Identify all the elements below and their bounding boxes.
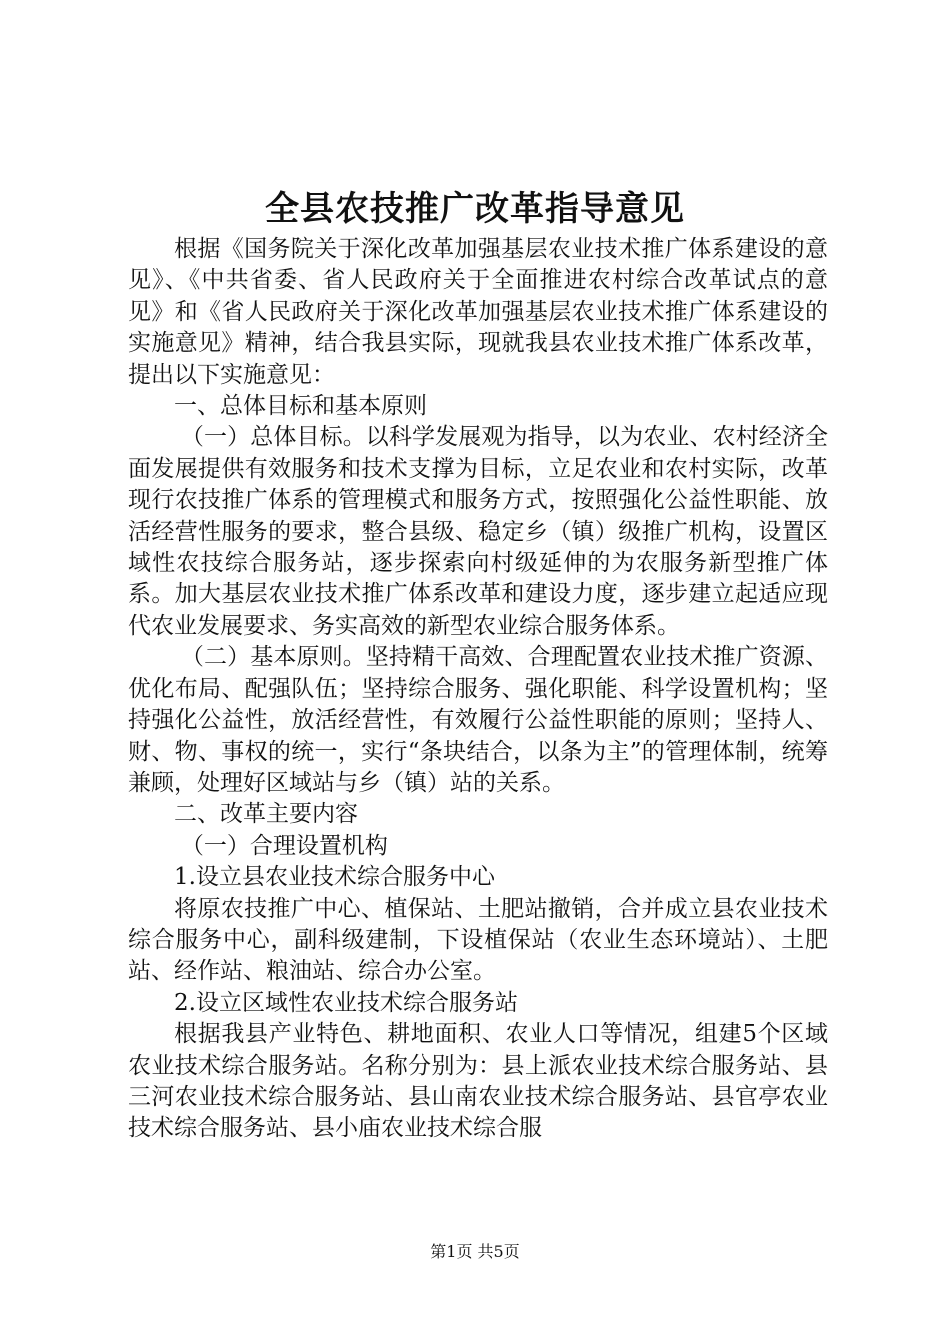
paragraph-overall-goal: （一）总体目标。以科学发展观为指导，以为农业、农村经济全面发展提供有效服务和技术支撑为目标，立足农业和农村实际，改革现行农技推广体系的管理模式和服务方式，按照强化公益性职能、放活经营性服务的要求，整合县级、稳定乡（镇）级推广机构，设置区域性农技综合服务站，逐步探索向村级延伸的为农服务新型推广体系。加大基层农业技术推广体系改革和建设力度，逐步建立起适应现代农业发展要求、务实高效的新型农业综合服务体系。 xyxy=(128,424,828,639)
section-heading-1: 一、总体目标和基本原则 xyxy=(174,393,427,420)
paragraph-basic-principles: （二）基本原则。坚持精干高效、合理配置农业技术推广资源、优化布局、配强队伍；坚持综合服务、强化职能、科学设置机构；坚持强化公益性，放活经营性，有效履行公益性职能的原则；坚持人、财、物、事权的统一，实行“条块结合，以条为主”的管理体制，统筹兼顾，处理好区域站与乡（镇）站的关系。 xyxy=(128,644,828,796)
document-body xyxy=(128,234,828,1145)
item-heading-1: 1.设立县农业技术综合服务中心 xyxy=(174,864,495,891)
document-title: 全县农技推广改革指导意见 xyxy=(265,189,685,229)
paragraph-regional-stations: 根据我县产业特色、耕地面积、农业人口等情况，组建5个区域农业技术综合服务站。名称分别为：县上派农业技术综合服务站、县三河农业技术综合服务站、县山南农业技术综合服务站、县官亭农业技术综合服务站、县小庙农业技术综合服 xyxy=(128,1021,828,1142)
subsection-heading-1: （一）合理设置机构 xyxy=(180,832,388,859)
page-footer: 第1页 共5页 xyxy=(430,1242,520,1261)
item-heading-2: 2.设立区域性农业技术综合服务站 xyxy=(174,989,518,1016)
section-heading-2: 二、改革主要内容 xyxy=(174,801,358,828)
paragraph-intro: 根据《国务院关于深化改革加强基层农业技术推广体系建设的意见》、《中共省委、省人民政府关于全面推进农村综合改革试点的意见》和《省人民政府关于深化改革加强基层农业技术推广体系建设的实施意见》精神，结合我县实际，现就我县农业技术推广体系改革，提出以下实施意见： xyxy=(128,236,828,388)
paragraph-county-center: 将原农技推广中心、植保站、土肥站撤销，合并成立县农业技术综合服务中心，副科级建制，下设植保站（农业生态环境站）、土肥站、经作站、粮油站、综合办公室。 xyxy=(128,895,828,985)
